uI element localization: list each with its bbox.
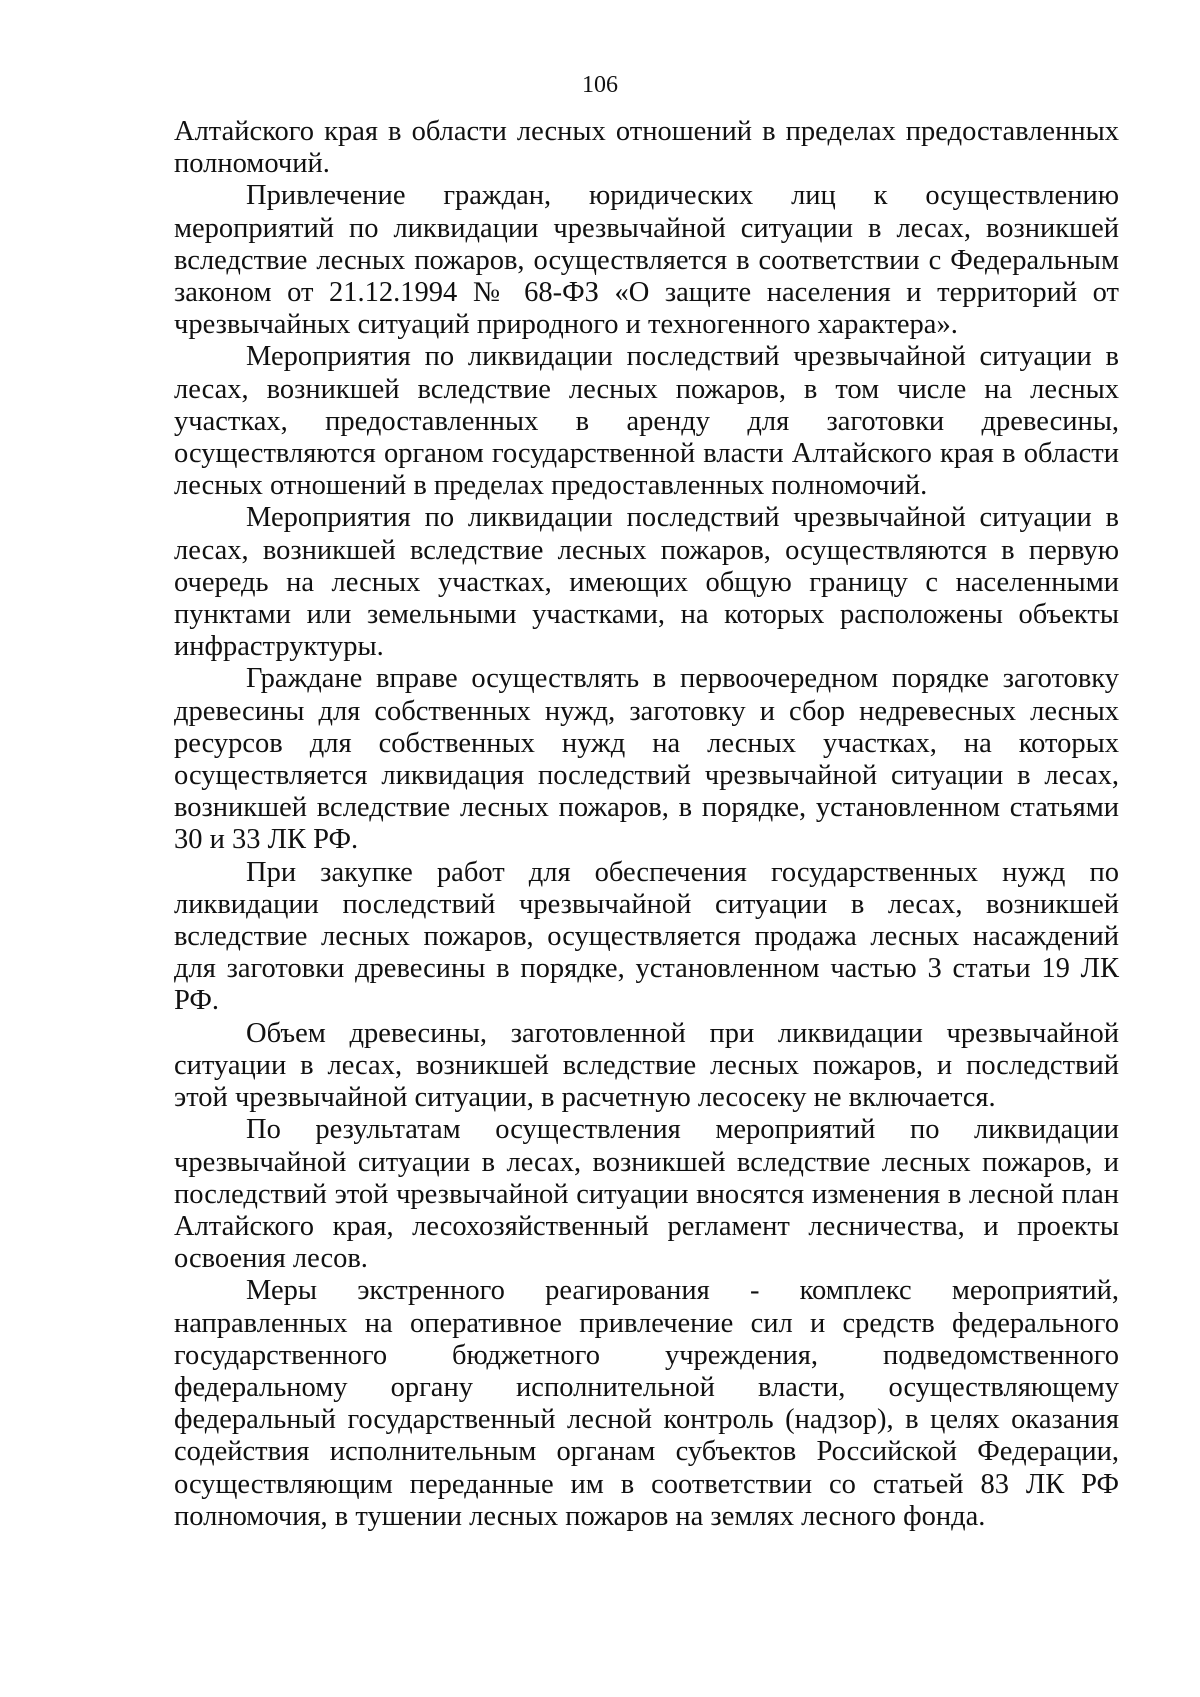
paragraph-citizens-rights: Граждане вправе осуществлять в первоочередном порядке заготовку древесины для собственных нужд, заготовку и сбор недревесных лесных ресурсов для собственных нужд на лесных участках, на которых осуществляется ликвидация последствий чрезвычайной ситуации в лесах, возникшей вследствие лесных пожаров, в порядке, установленном статьями 30 и 33 ЛК РФ. bbox=[174, 663, 1119, 856]
paragraph-timber-volume: Объем древесины, заготовленной при ликвидации чрезвычайной ситуации в лесах, возникшей вследствие лесных пожаров, и последствий этой чрезвычайной ситуации, в расчетную лесосеку не включается. bbox=[174, 1017, 1119, 1114]
document-body bbox=[174, 116, 1119, 1533]
page-number: 106 bbox=[582, 72, 618, 98]
paragraph-citizens-involvement: Привлечение граждан, юридических лиц к осуществлению мероприятий по ликвидации чрезвычайной ситуации в лесах, возникшей вследствие лесных пожаров, осуществляется в соответствии с Федеральным законом от 21.12.1994 № 68-ФЗ «О защите населения и территорий от чрезвычайных ситуаций природного и техногенного характера». bbox=[174, 180, 1119, 341]
paragraph-procurement: При закупке работ для обеспечения государственных нужд по ликвидации последствий чрезвычайной ситуации в лесах, возникшей вследствие лесных пожаров, осуществляется продажа лесных насаждений для заготовки древесины в порядке, установленном частью 3 статьи 19 ЛК РФ. bbox=[174, 856, 1119, 1017]
paragraph-continuation: Алтайского края в области лесных отношений в пределах предоставленных полномочий. bbox=[174, 116, 1119, 180]
paragraph-emergency-response: Меры экстренного реагирования - комплекс мероприятий, направленных на оперативное привлечение сил и средств федерального государственного бюджетного учреждения, подведомственного федеральному органу исполнительной власти, осуществляющему федеральный государственный лесной контроль (надзор), в целях оказания содействия исполнительным органам субъектов Российской Федерации, осуществляющим переданные им в соответствии со статьей 83 ЛК РФ полномочия, в тушении лесных пожаров на землях лесного фонда. bbox=[174, 1275, 1119, 1532]
paragraph-liquidation-measures: Мероприятия по ликвидации последствий чрезвычайной ситуации в лесах, возникшей вследствие лесных пожаров, в том числе на лесных участках, предоставленных в аренду для заготовки древесины, осуществляются органом государственной власти Алтайского края в области лесных отношений в пределах предоставленных полномочий. bbox=[174, 341, 1119, 502]
paragraph-priority-areas: Мероприятия по ликвидации последствий чрезвычайной ситуации в лесах, возникшей вследствие лесных пожаров, осуществляются в первую очередь на лесных участках, имеющих общую границу с населенными пунктами или земельными участками, на которых расположены объекты инфраструктуры. bbox=[174, 502, 1119, 663]
paragraph-plan-changes: По результатам осуществления мероприятий по ликвидации чрезвычайной ситуации в лесах, возникшей вследствие лесных пожаров, и последствий этой чрезвычайной ситуации вносятся изменения в лесной план Алтайского края, лесохозяйственный регламент лесничества, и проекты освоения лесов. bbox=[174, 1114, 1119, 1275]
